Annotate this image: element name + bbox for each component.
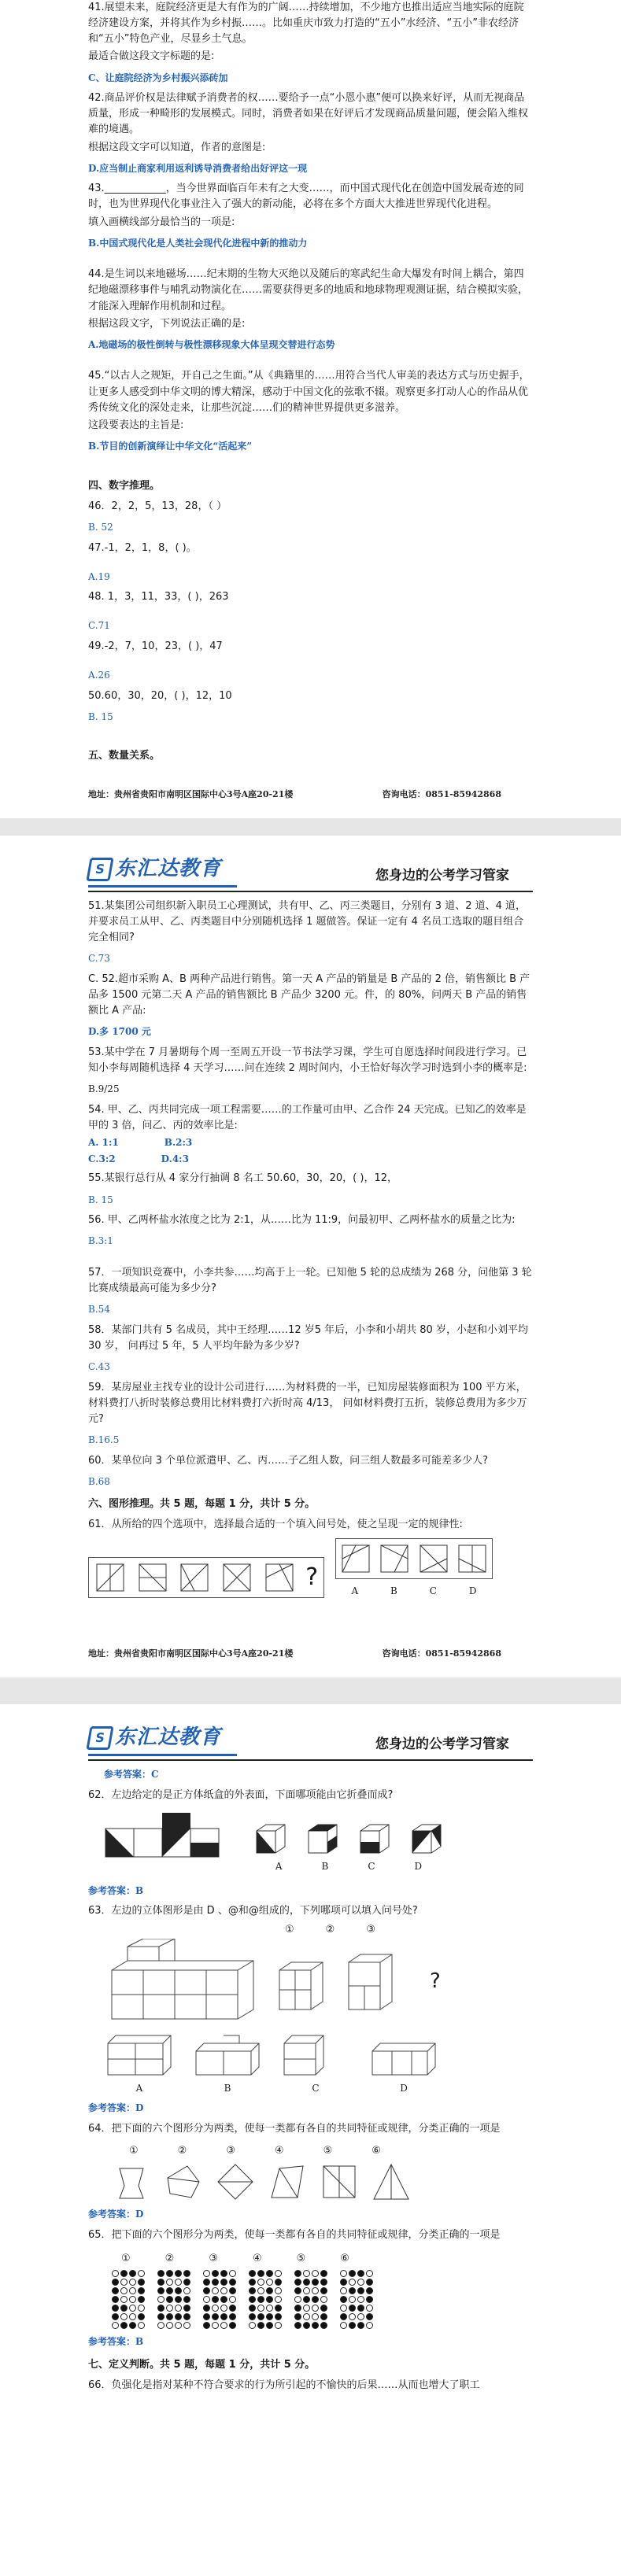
option-c: C.3:2 [88, 1153, 116, 1164]
fig64-shape-1 [112, 2162, 151, 2201]
footer-address: 地址：贵州省贵阳市南明区国际中心3号A座20-21楼 [88, 788, 294, 799]
option-label-b: B [390, 1585, 397, 1596]
part-figure-2 [345, 1947, 400, 2017]
options-box [335, 1538, 493, 1579]
block-option-d: D [368, 2032, 439, 2096]
answer-49: A.26 [88, 670, 110, 681]
answer-56: B.3:1 [88, 1235, 113, 1247]
footer-address: 地址：贵州省贵阳市南明区国际中心3号A座20-21楼 [88, 1648, 294, 1659]
question-49-text: 49.-2，7，10，23，( )，47 [88, 640, 223, 652]
answer-61: 参考答案：C [104, 1769, 159, 1780]
question-54-options-row1 [88, 1135, 533, 1150]
fig65-num-1: ① [121, 2252, 131, 2264]
question-41-text: 41.展望未来，庭院经济更是大有作为的广阔……持续增加，不少地方也推出适应当地实际的庭院经济建设方案，并将其作为乡村振……。比如重庆市致力打造的“五小”水经济、“五小”非农经济和“五小”特色产业，尽显乡土气息。 [88, 2, 524, 46]
question-43-text: 43.____________，当今世界面临百年未有之大变……，而中国式现代化在创造中国发展奇迹的同时，也为世界现代化事业注入了强大的新动能，必将在多个方面大大推进世界现代化进程。 [88, 183, 524, 211]
answer-47: A.19 [88, 570, 110, 582]
option-label-c: C [429, 1585, 437, 1596]
question-63-options [104, 2032, 533, 2096]
fig64-num-3: ③ [226, 2145, 235, 2157]
dot-figure-3 [203, 2270, 236, 2329]
question-50-text: 50.60，30，20，( )，12，10 [88, 689, 232, 702]
footer-phone: 咨询电话：0851-85942868 [382, 788, 501, 799]
logo-text: 东汇达教育 [115, 857, 222, 881]
option-b: B.2:3 [164, 1137, 193, 1149]
question-54-text: 54. 甲、乙、丙共同完成一项工程需要……的工作量可由甲、乙合作 24 天完成。已知乙的效率是甲的 3 倍，问乙、丙的效率比是: [88, 1103, 527, 1132]
document-page-2 [0, 836, 621, 1677]
question-64-figures [112, 2143, 533, 2201]
question-62-text: 62．左边给定的是正方体纸盒的外表面，下面哪项能由它折叠而成? [88, 1788, 394, 1801]
brand-logo [88, 853, 237, 888]
question-61-figures [88, 1538, 533, 1599]
fig65-num-2: ② [164, 2252, 175, 2264]
dot-figure-5 [294, 2270, 327, 2329]
question-41-prompt: 最适合做这段文字标题的是: [88, 50, 215, 63]
footer-phone: 咨询电话：0851-85942868 [382, 1648, 501, 1659]
section-5-title: 五、数量关系。 [88, 750, 161, 762]
fig64-shape-6 [371, 2162, 411, 2201]
question-45-text: 45.“以古人之规矩，开自己之生面。”从《典籍里的……用符合当代人审美的表达方式与历史握手，让更多人感受到中华文明的博大精深，感动于中国文化的弦歌不辍。观察更多打动人心的作品从优秀传统文化的深处走来，让那些沉淀……们的精神世界提供更多滋养。 [88, 370, 530, 414]
dot-figures-row [112, 2270, 533, 2329]
question-47-text: 47.-1，2，1，8，( )。 [88, 541, 197, 554]
block-option-a: A [104, 2032, 175, 2096]
option-a: A. 1:1 [88, 1137, 119, 1149]
cube-label-d: D [414, 1861, 423, 1873]
fig64-shape-5 [320, 2162, 359, 2201]
answer-45: B.节目的创新演绎让中华文化“活起来” [88, 441, 253, 452]
cube-option-d [409, 1821, 444, 1856]
answer-50: B. 15 [88, 710, 113, 722]
logo-text: 东汇达教育 [115, 1725, 222, 1750]
fig64-shape-4 [268, 2162, 307, 2201]
question-51-text: 51.某集团公司组织新入职员工心理测试，共有甲、乙、丙三类题目，分别有 3 道、2 道、4 道，并要求员工从甲、乙、丙类题目中分别随机选择 1 题做答。保证一定有 4 名员工选取的题目组合完全相同? [88, 900, 527, 944]
answer-42: D.应当制止商家利用返利诱导消费者给出好评这一现 [88, 162, 308, 174]
document-page-3 [0, 1704, 621, 2576]
answer-55: B. 15 [88, 1194, 113, 1205]
fig65-num-6: ⑥ [340, 2252, 349, 2264]
question-42-prompt: 根据这段文字可以知道，作者的意图是: [88, 141, 266, 153]
dot-figure-1 [112, 2270, 145, 2329]
brand-logo [88, 1722, 237, 1756]
option-figure-a [340, 1543, 371, 1574]
answer-62: 参考答案：B [88, 1884, 144, 1896]
block-option-c: C [280, 2032, 351, 2096]
answer-44: A.地磁场的极性倒转与极性漂移现象大体呈现交替进行态势 [88, 338, 335, 350]
question-44-prompt: 根据这段文字，下列说法正确的是: [88, 317, 246, 330]
figure-numbers-64 [129, 2143, 533, 2159]
question-45-prompt: 这段要表达的主旨是: [88, 419, 184, 431]
option-d: D.4:3 [161, 1153, 189, 1164]
cube-label-a: A [275, 1861, 283, 1873]
question-63-figures [104, 1922, 533, 2095]
block-figures-row [104, 1939, 533, 2025]
fig64-num-2: ② [177, 2145, 187, 2157]
question-46-text: 46．2，2，5，13，28，（ ） [88, 500, 227, 512]
section-4-title: 四、数字推理。 [88, 479, 161, 492]
stem-figure-2 [137, 1562, 168, 1593]
fig65-num-5: ⑤ [296, 2252, 306, 2264]
option-figure-d [457, 1543, 488, 1574]
question-62-options [253, 1821, 444, 1874]
question-57-text: 57．一项知识竞赛中，小李共参……均高于上一轮。已知他 5 轮的总成绩为 268 分，问他第 3 轮比赛成绩最高可能为多少分? [88, 1266, 532, 1294]
fig65-num-4: ④ [252, 2252, 262, 2264]
question-61-text: 61．从所给的四个选项中，选择最合适的一个填入问号处，使之呈现一定的规律性: [88, 1519, 463, 1531]
header-slogan: 您身边的公考学习管家 [375, 1736, 509, 1752]
section-7-title: 七、定义判断。共 5 题，每题 1 分，共计 5 分。 [88, 2358, 316, 2371]
answer-63: 参考答案：D [88, 2102, 144, 2114]
page-footer [88, 1647, 533, 1660]
page-footer [88, 788, 533, 801]
answer-64: 参考答案：D [88, 2209, 144, 2220]
part-number-3: ③ [366, 1924, 375, 1936]
dot-figure-2 [157, 2270, 190, 2329]
part-figure-1 [275, 1947, 331, 2017]
answer-48: C.71 [88, 620, 110, 632]
figure-numbers-65 [121, 2251, 533, 2267]
answer-65: 参考答案：B [88, 2336, 144, 2348]
option-labels [335, 1584, 493, 1599]
fig64-num-1: ① [129, 2145, 139, 2157]
answer-53: B.9/25 [88, 1083, 120, 1095]
option-label-a: A [351, 1585, 359, 1596]
question-48-text: 48. 1，3，11，33，( )，263 [88, 591, 229, 603]
cube-option-c [357, 1821, 392, 1856]
question-60-text: 60．某单位向 3 个单位派遣甲、乙、丙……子乙组人数，问三组人数最多可能差多少人? [88, 1454, 488, 1467]
fig64-shape-3 [216, 2162, 255, 2201]
stem-figure-4 [221, 1562, 253, 1593]
block-structure-figure [104, 1939, 261, 2025]
dot-figure-4 [249, 2270, 282, 2329]
answer-57: B.54 [88, 1304, 110, 1316]
question-63-text: 63．左边的立体图形是由 D 、@和@组成的，下列哪项可以填入问号处? [88, 1905, 418, 1917]
question-55-text: 55.某银行总行从 4 家分行抽调 8 名工 50.60，30，20，( )，12， [88, 1172, 397, 1185]
question-62-figures [104, 1811, 533, 1874]
stem-figure-5 [264, 1562, 295, 1593]
question-58-text: 58．某部门共有 5 名成员，其中王经理……12 岁5 年后，小李和小胡共 80 岁，小赵和小刘平均 30 岁， 问再过 5 年，5 人平均年龄为多少岁? [88, 1323, 528, 1352]
fig65-num-3: ③ [209, 2252, 218, 2264]
cube-label-b: B [321, 1861, 329, 1873]
logo-mark-icon: S [86, 1726, 113, 1750]
answer-43: B.中国式现代化是人类社会现代化进程中新的推动力 [88, 237, 308, 249]
section-6-title: 六、图形推理。共 5 题，每题 1 分，共计 5 分。 [88, 1498, 316, 1511]
question-43-prompt: 填入画横线部分最恰当的一项是: [88, 216, 235, 228]
figure-shapes-64 [112, 2162, 533, 2201]
answer-46: B. 52 [88, 521, 113, 533]
question-65-text: 65．把下面的六个图形分为两类，使每一类都有各自的共同特征或规律，分类正确的一项是 [88, 2228, 501, 2241]
answer-41: C、让庭院经济为乡村振兴添砖加 [88, 72, 228, 83]
part-numbers [285, 1922, 533, 1938]
question-61-options [335, 1538, 493, 1599]
answer-59: B.16.5 [88, 1434, 120, 1446]
dot-figure-6 [340, 2270, 373, 2329]
stem-figure-1 [94, 1562, 126, 1593]
question-52-text: C. 52.超市采购 A、B 两种产品进行销售。第一天 A 产品的销量是 B 产品的 2 倍，销售额比 B 产品多 1500 元第二天 A 产品的销售额比 B 产品少 3200 元。件，的 80%，问两天 B 产品的销售额比 A 产品: [88, 973, 530, 1017]
question-65-figures [112, 2251, 533, 2329]
fig64-num-4: ④ [274, 2145, 284, 2157]
question-66-text: 66．负强化是指对某种不符合要求的行为所引起的不愉快的后果……从而也增大了职工 [88, 2379, 480, 2391]
document-page-1 [0, 0, 621, 818]
fig64-num-5: ⑤ [323, 2145, 333, 2157]
cube-net-figure [104, 1811, 230, 1874]
page-header [88, 1712, 533, 1761]
question-42-text: 42.商品评价权是法律赋予消费者的权……要给予一点“小恩小惠”便可以换来好评，从而无视商品质量，形成一种畸形的发展模式。同时，消费者如果在好评后才发现商品质量问题，便会陷入维权难的境遇。 [88, 92, 529, 136]
answer-58: C.43 [88, 1361, 110, 1372]
question-53-text: 53.某中学在 7 月暑期每个周一至周五开设一节书法学习课，学生可自愿选择时间段进行学习。已知小李每周随机选择 4 天学习……问在连续 2 周时间内，小王恰好每次学习时选到小李的概率是: [88, 1046, 527, 1075]
question-mark: ? [430, 1969, 441, 1994]
option-figure-c [418, 1543, 449, 1574]
block-option-b: B [192, 2032, 263, 2096]
header-slogan: 您身边的公考学习管家 [375, 867, 509, 884]
question-mark: ? [305, 1563, 319, 1591]
fig64-num-6: ⑥ [371, 2145, 381, 2157]
question-64-text: 64．把下面的六个图形分为两类，使每一类都有各自的共同特征或规律，分类正确的一项是 [88, 2122, 501, 2135]
page-header [88, 843, 533, 892]
answer-60: B.68 [88, 1475, 110, 1487]
part-number-1: ① [285, 1924, 294, 1936]
cube-label-c: C [368, 1861, 375, 1873]
fig64-shape-2 [164, 2162, 203, 2201]
stem-figure-3 [179, 1562, 210, 1593]
answer-51: C.73 [88, 953, 110, 965]
answer-52: D.多 1700 元 [88, 1026, 151, 1038]
question-44-text: 44.是生词以来地磁场……纪末期的生物大灭绝以及随后的寒武纪生命大爆发有时间上耦合，第四纪地磁漂移事件与哺乳动物演化在……需要获得更多的地质和地球物理观测证据，结合模拟实验，才能深入理解作用机制和过程。 [88, 268, 529, 312]
option-figure-b [379, 1543, 410, 1574]
question-56-text: 56. 甲、乙两杯盐水浓度之比为 2:1，从……比为 11:9，问最初甲、乙两杯盐水的质量之比为: [88, 1214, 516, 1227]
question-61-stem-box [88, 1557, 324, 1598]
logo-mark-icon: S [86, 858, 113, 881]
option-label-d: D [468, 1585, 477, 1596]
cube-option-a [253, 1821, 288, 1856]
cube-option-b [305, 1821, 340, 1856]
question-59-text: 59．某房屋业主找专业的设计公司进行……为材料费的一半，已知房屋装修面积为 100 平方米，材料费打八折时装修总费用比材料费打六折时高 4/13， 问如材料费打五折，装修总费用为多少万元? [88, 1381, 527, 1425]
part-number-2: ② [325, 1924, 335, 1936]
question-54-options-row2 [88, 1152, 533, 1167]
